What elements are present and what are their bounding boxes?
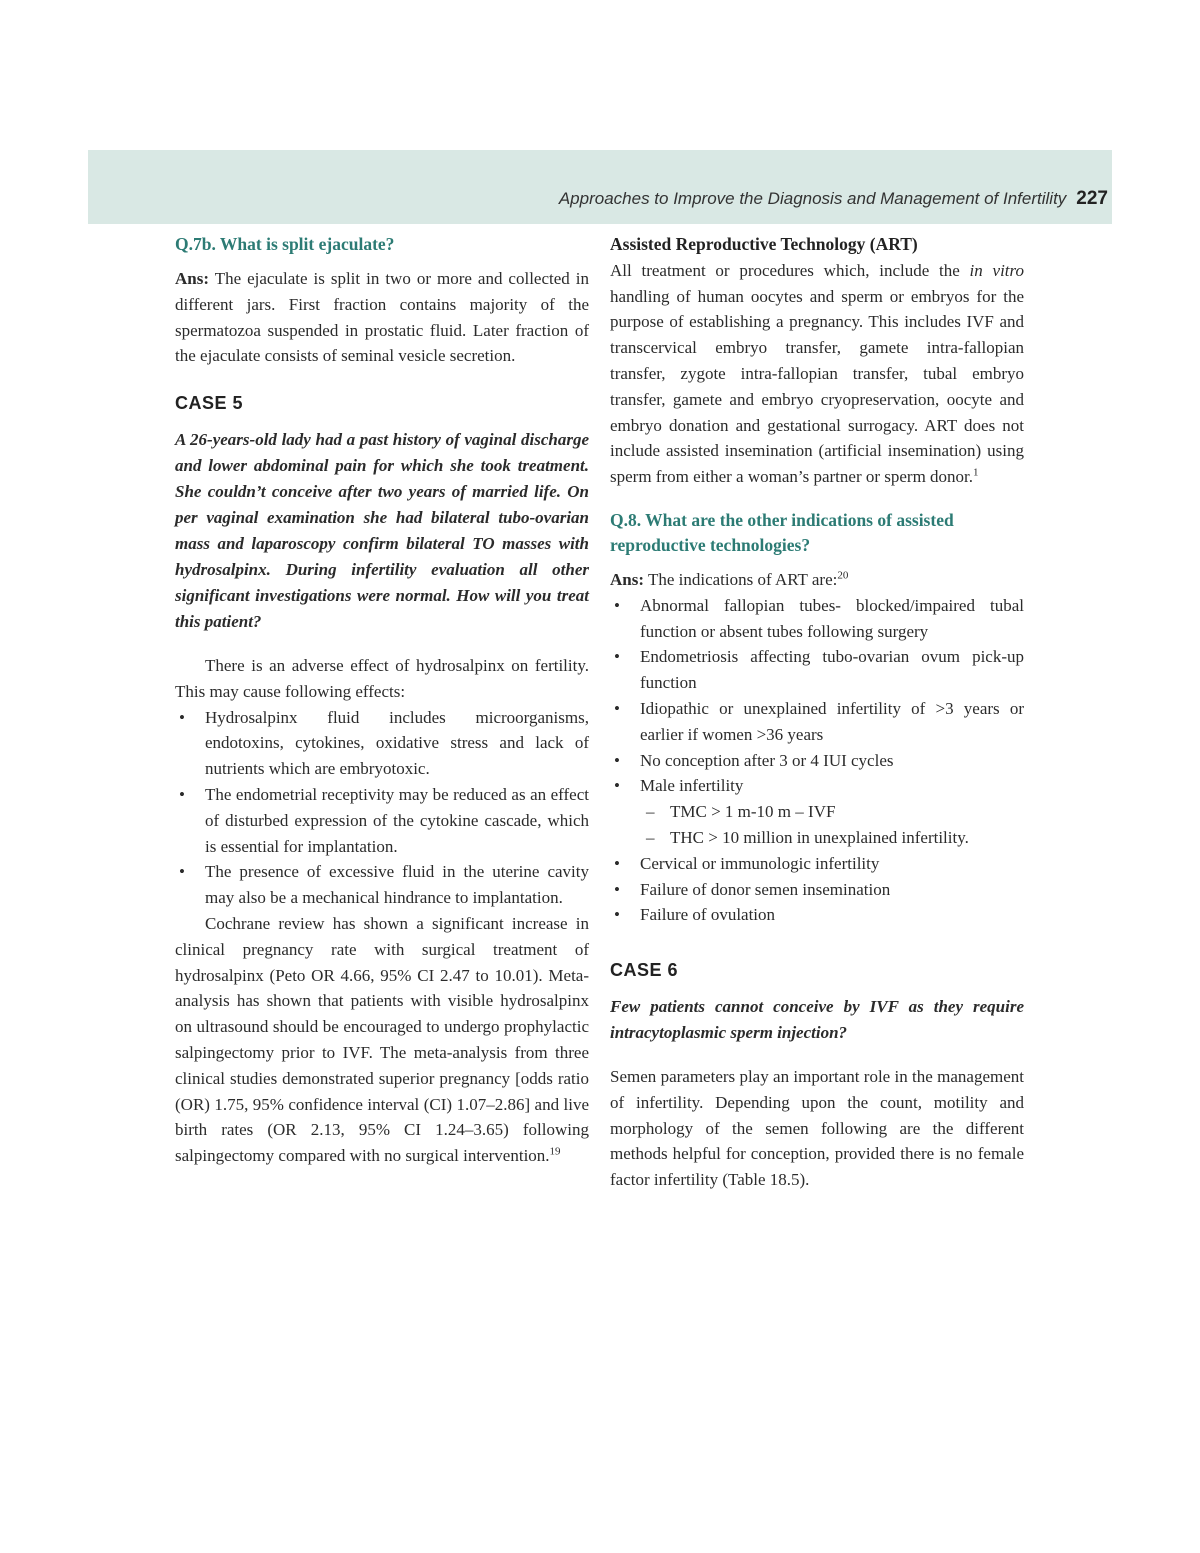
list-item: • Endometriosis affecting tubo-ovarian ovum pick-up function: [610, 644, 1024, 696]
male-infertility-sublist: [610, 799, 1024, 851]
page-number: 227: [1076, 188, 1108, 209]
hydrosalpinx-intro: There is an adverse effect of hydrosalpinx on fertility. This may cause following effects:: [175, 655, 589, 701]
cochrane-paragraph: [175, 911, 589, 1169]
answer-label: Ans:: [610, 569, 645, 589]
list-item: • The endometrial receptivity may be reduced as an effect of disturbed expression of the cytokine cascade, which is essential for implantation.: [175, 782, 589, 859]
reference-20: 20: [837, 569, 849, 582]
question-8-heading: Q.8. What are the other indications of assisted reproductive technologies?: [610, 509, 954, 555]
sub-list-item: – THC > 10 million in unexplained infertility.: [640, 825, 1024, 851]
list-item: • Failure of donor semen insemination: [610, 877, 1024, 903]
effects-list: [175, 705, 589, 911]
art-definition: [610, 258, 1024, 490]
indications-list-continued: [610, 851, 1024, 928]
answer-text: The ejaculate is split in two or more and collected in different jars. First fraction contains majority of the spermatozoa suspended in prostatic fluid. Later fraction of the ejaculate consists of seminal vesicle secretion.: [175, 269, 589, 366]
case-6-text: Few patients cannot conceive by IVF as they require intracytoplasmic sperm injection?: [610, 996, 1024, 1042]
answer-text: The indications of ART are:: [644, 569, 838, 589]
running-title: Approaches to Improve the Diagnosis and Management of Infertility: [558, 189, 1067, 208]
left-column: [175, 232, 589, 1169]
question-7b-answer: [175, 266, 589, 369]
art-text-part-2: handling of human oocytes and sperm or embryos for the purpose of establishing a pregnancy. This includes IVF and transcervical embryo transfer, gamete intra-fallopian transfer, zygote intra-fallopian transfer, tubal embryo transfer, gamete and embryo cryopreservation, oocyte and embryo donation and gestational surrogacy. ART does not include assisted insemination (artificial insemination) using sperm from either a woman’s partner or sperm donor.: [610, 286, 1024, 487]
case-6-heading: CASE 6: [610, 960, 679, 981]
list-item: • No conception after 3 or 4 IUI cycles: [610, 748, 1024, 774]
in-vitro-term: in vitro: [969, 260, 1025, 280]
cochrane-text: Cochrane review has shown a significant increase in clinical pregnancy rate with surgical treatment of hydrosalpinx (Peto OR 4.66, 95% CI 2.47 to 10.01). Meta-analysis has shown that patients with visible hydrosalpinx on ultrasound should be encouraged to undergo prophylactic salpingectomy prior to IVF. The meta-analysis from three clinical studies demonstrated superior pregnancy [odds ratio (OR) 1.75, 95% confidence interval (CI) 1.07–2.86] and live birth rates (OR 2.13, 95% CI 1.24–3.65) following salpingectomy compared with no surgical intervention.: [175, 913, 589, 1166]
list-item: • Failure of ovulation: [610, 902, 1024, 928]
art-text-part-1: All treatment or procedures which, include the: [610, 260, 970, 280]
list-item: • Abnormal fallopian tubes- blocked/impaired tubal function or absent tubes following surgery: [610, 593, 1024, 645]
case-5-text: A 26-years-old lady had a past history of vaginal discharge and lower abdominal pain for which she took treatment. She couldn’t conceive after two years of married life. On per vaginal examination she had bilateral tubo-ovarian mass and laparoscopy confirm bilateral TO masses with hydrosalpinx. During infertility evaluation all other significant investigations were normal. How will you treat this patient?: [175, 429, 589, 631]
reference-1: 1: [973, 466, 979, 479]
list-item: • Hydrosalpinx fluid includes microorganisms, endotoxins, cytokines, oxidative stress and lack of nutrients which are embryotoxic.: [175, 705, 589, 782]
indications-list: [610, 593, 1024, 799]
list-item: • Male infertility: [610, 773, 1024, 799]
running-header: [559, 188, 1108, 210]
answer-label: Ans:: [175, 269, 210, 288]
sub-list-item: – TMC > 1 m-10 m – IVF: [640, 799, 1024, 825]
reference-19: 19: [549, 1145, 561, 1158]
list-item: • The presence of excessive fluid in the uterine cavity may also be a mechanical hindrance to implantation.: [175, 859, 589, 911]
case-5-heading: CASE 5: [175, 393, 244, 414]
question-8-answer: [610, 567, 1024, 593]
list-item: • Cervical or immunologic infertility: [610, 851, 1024, 877]
header-band: [88, 150, 1112, 224]
question-7b-heading: Q.7b. What is split ejaculate?: [175, 234, 395, 254]
art-heading: Assisted Reproductive Technology (ART): [610, 234, 918, 254]
right-column: [610, 232, 1024, 1193]
list-item: • Idiopathic or unexplained infertility of >3 years or earlier if women >36 years: [610, 696, 1024, 748]
semen-parameters-paragraph: Semen parameters play an important role in the management of infertility. Depending upon the count, motility and morphology of the semen following are the different methods helpful for conception, provided there is no female factor infertility (Table 18.5).: [610, 1066, 1024, 1190]
